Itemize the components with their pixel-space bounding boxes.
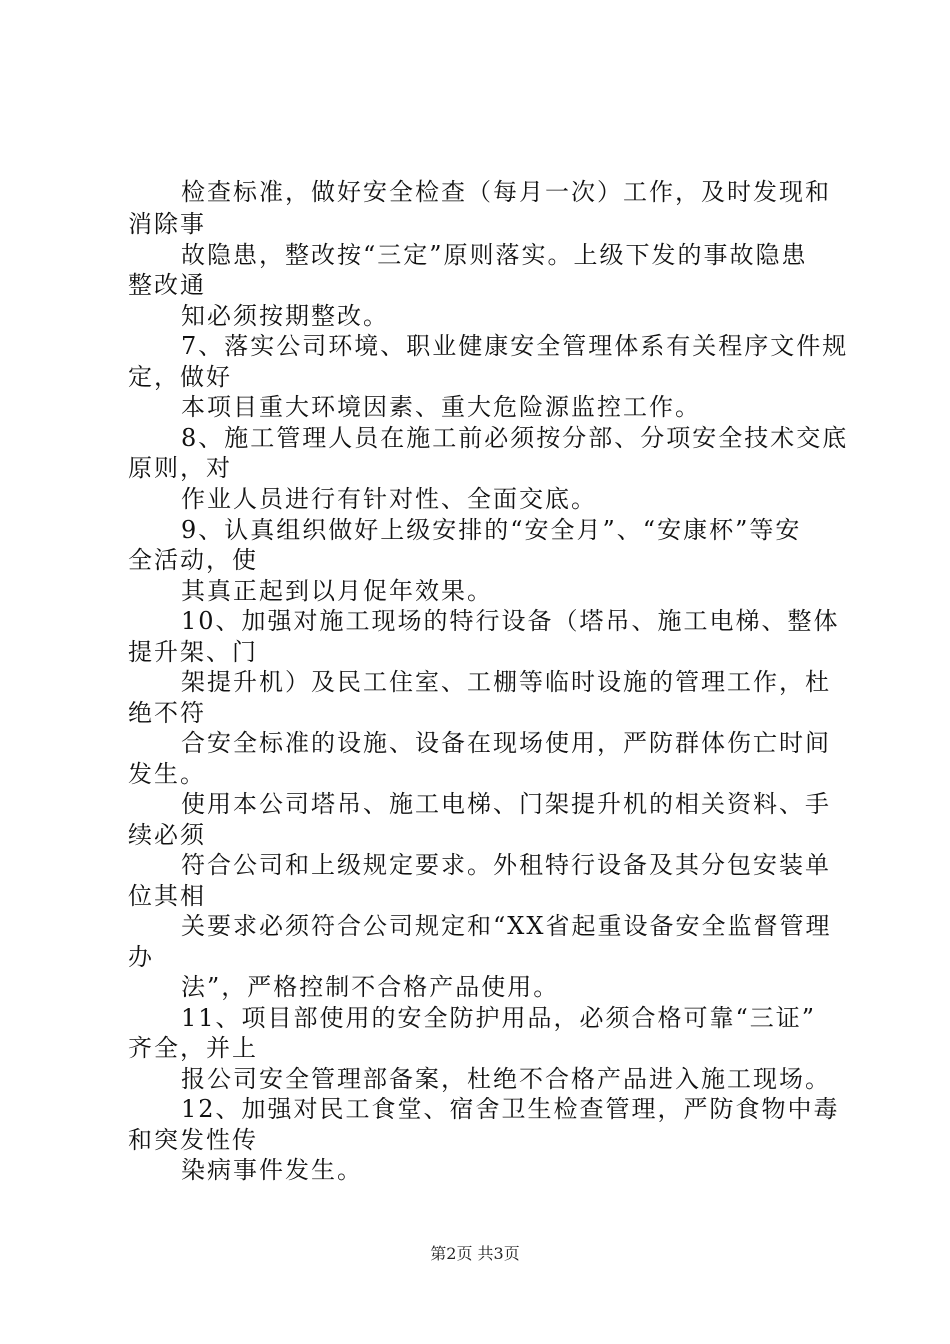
text-line: 知必须按期整改。: [181, 302, 389, 330]
text-line: 7、落实公司环境、职业健康安全管理体系有关程序文件规: [181, 332, 849, 360]
text-line: 检查标准，做好安全检查（每月一次）工作，及时发现和: [181, 178, 831, 206]
text-line: 整改通: [128, 271, 206, 299]
text-line: 8、施工管理人员在施工前必须按分部、分项安全技术交底: [181, 424, 849, 452]
text-line: 使用本公司塔吊、施工电梯、门架提升机的相关资料、手: [181, 790, 831, 818]
text-line: 绝不符: [128, 699, 206, 727]
text-line: 9、认真组织做好上级安排的“安全月”、“安康杯”等安: [181, 516, 802, 544]
text-line: 原则，对: [128, 454, 232, 482]
text-line: 续必须: [128, 821, 206, 849]
text-line: 12、加强对民工食堂、宿舍卫生检查管理，严防食物中毒: [181, 1095, 840, 1123]
text-line: 法”，严格控制不合格产品使用。: [181, 973, 560, 1001]
text-line: 染病事件发生。: [181, 1156, 363, 1184]
text-line: 故隐患，整改按“三定”原则落实。上级下发的事故隐患: [181, 241, 808, 269]
text-line: 位其相: [128, 882, 206, 910]
text-line: 本项目重大环境因素、重大危险源监控工作。: [181, 393, 701, 421]
text-line: 定，做好: [128, 363, 232, 391]
text-line: 全活动，使: [128, 546, 258, 574]
text-line: 符合公司和上级规定要求。外租特行设备及其分包安装单: [181, 851, 831, 879]
page-number: 第2页 共3页: [430, 1244, 520, 1263]
text-line: 消除事: [128, 210, 206, 238]
text-line: 办: [128, 943, 154, 971]
text-line: 发生。: [128, 760, 206, 788]
text-line: 关要求必须符合公司规定和“XX省起重设备安全监督管理: [181, 912, 832, 940]
text-line: 其真正起到以月促年效果。: [181, 577, 493, 605]
text-line: 架提升机）及民工住室、工棚等临时设施的管理工作，杜: [181, 668, 831, 696]
text-line: 和突发性传: [128, 1126, 258, 1154]
text-line: 合安全标准的设施、设备在现场使用，严防群体伤亡时间: [181, 729, 831, 757]
text-line: 提升架、门: [128, 638, 258, 666]
text-line: 10、加强对施工现场的特行设备（塔吊、施工电梯、整体: [181, 607, 840, 635]
text-line: 齐全，并上: [128, 1034, 258, 1062]
text-line: 报公司安全管理部备案，杜绝不合格产品进入施工现场。: [181, 1065, 831, 1093]
text-line: 作业人员进行有针对性、全面交底。: [181, 485, 597, 513]
text-line: 11、项目部使用的安全防护用品，必须合格可靠“三证”: [181, 1004, 817, 1032]
